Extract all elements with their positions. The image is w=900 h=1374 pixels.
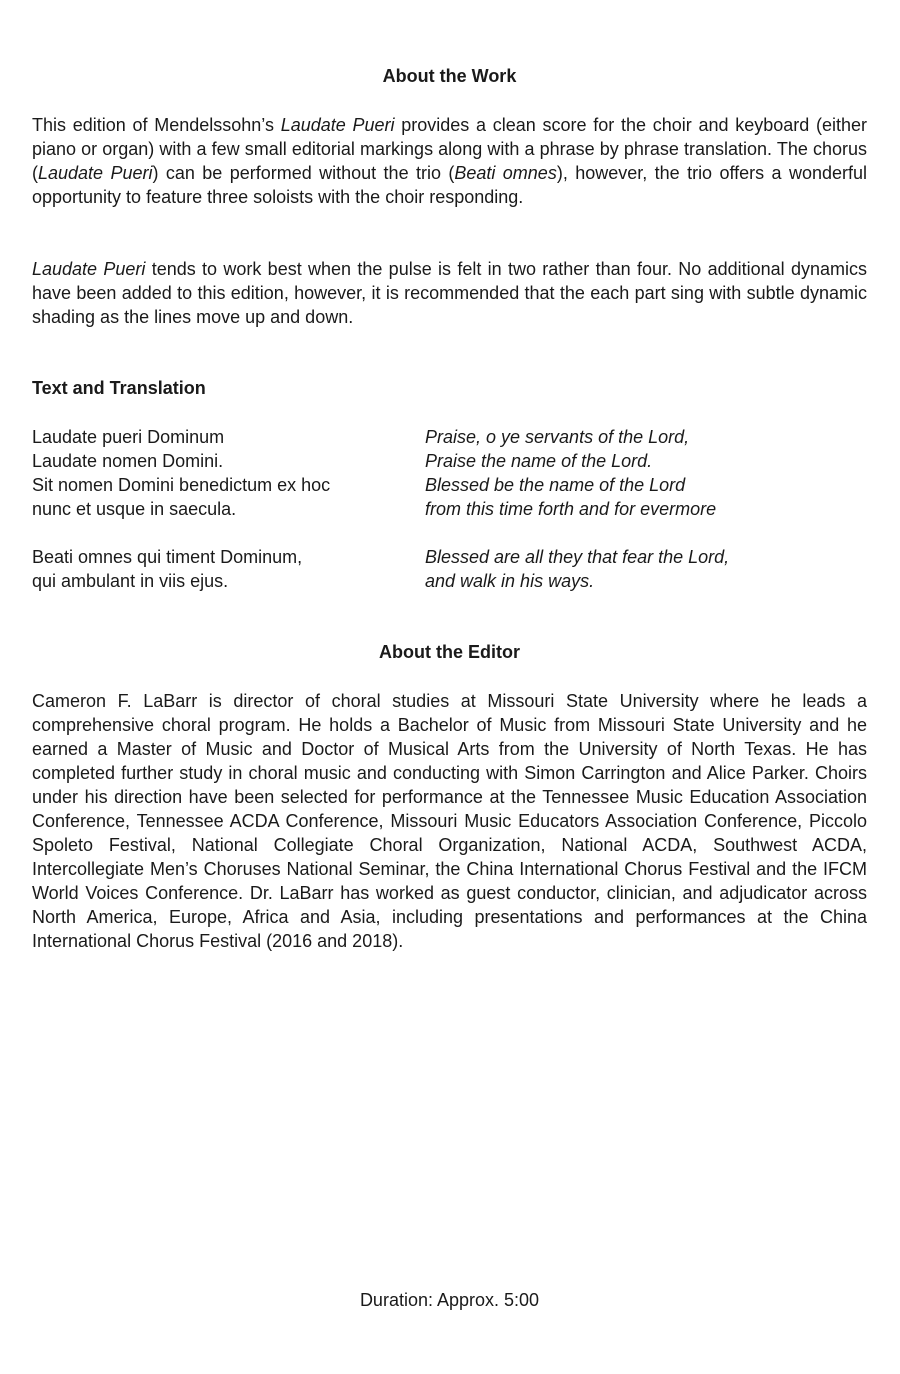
- document-page: [32, 0, 867, 1374]
- p1-title-italic-2: Laudate Pueri: [38, 163, 153, 183]
- english-line: Praise the name of the Lord.: [425, 451, 653, 471]
- duration-note: Duration: Approx. 5:00: [359, 1290, 540, 1310]
- latin-line: qui ambulant in viis ejus.: [32, 571, 229, 591]
- latin-line: Laudate pueri Dominum: [32, 427, 225, 447]
- english-line: and walk in his ways.: [425, 571, 595, 591]
- latin-line: Laudate nomen Domini.: [32, 451, 224, 471]
- english-stanza-2: [425, 545, 865, 593]
- english-line: Blessed are all they that fear the Lord,: [425, 547, 730, 567]
- p1-text-1: This edition of Mendelssohn’s: [32, 115, 281, 135]
- p1-title-italic-3: Beati omnes: [454, 163, 557, 183]
- latin-stanza-2: [32, 545, 412, 593]
- about-work-paragraph-2: [32, 257, 867, 329]
- latin-line: Sit nomen Domini benedictum ex hoc: [32, 475, 331, 495]
- p2-title-italic: Laudate Pueri: [32, 259, 146, 279]
- english-line: Praise, o ye servants of the Lord,: [425, 427, 690, 447]
- p1-text-2: provides a clean score for the choir and keyboard (either piano or organ) with a few small editorial markings along with a phrase by phrase translation. The chorus (: [32, 115, 867, 183]
- latin-line: nunc et usque in saecula.: [32, 499, 237, 519]
- text-translation-heading: Text and Translation: [32, 378, 206, 398]
- about-work-heading: About the Work: [382, 66, 517, 86]
- p2-text: tends to work best when the pulse is felt in two rather than four. No additional dynamics have been added to this edition, however, it is recommended that the each part sing with subtle dynamic shading as the lines move up and down.: [32, 259, 867, 327]
- english-line: from this time forth and for evermore: [425, 499, 717, 519]
- about-editor-heading: About the Editor: [379, 642, 520, 662]
- english-stanza-1: [425, 425, 865, 521]
- p1-text-4: ), however, the trio offers a wonderful opportunity to feature three soloists with the choir responding.: [32, 163, 868, 207]
- about-work-paragraph-1: [32, 113, 867, 209]
- editor-biography: Cameron F. LaBarr is director of choral studies at Missouri State University where he leads a comprehensive choral program. He holds a Bachelor of Music from Missouri State University and he earned a Master of Music and Doctor of Musical Arts from the University of North Texas. He has completed further study in choral music and conducting with Simon Carrington and Alice Parker. Choirs under his direction have been selected for performance at the Tennessee Music Education Association Conference, Tennessee ACDA Conference, Missouri Music Educators Association Conference, Piccolo Spoleto Festival, National Collegiate Choral Organization, National ACDA, Southwest ACDA, Intercollegiate Men’s Choruses National Seminar, the China International Chorus Festival and the IFCM World Voices Conference. Dr. LaBarr has worked as guest conductor, clinician, and adjudicator across North America, Europe, Africa and Asia, including presentations and performances at the China International Chorus Festival (2016 and 2018).: [32, 691, 867, 951]
- latin-stanza-1: [32, 425, 412, 521]
- p1-title-italic-1: Laudate Pueri: [280, 115, 395, 135]
- english-line: Blessed be the name of the Lord: [425, 475, 686, 495]
- latin-line: Beati omnes qui timent Dominum,: [32, 547, 303, 567]
- p1-text-3: ) can be performed without the trio (: [152, 163, 455, 183]
